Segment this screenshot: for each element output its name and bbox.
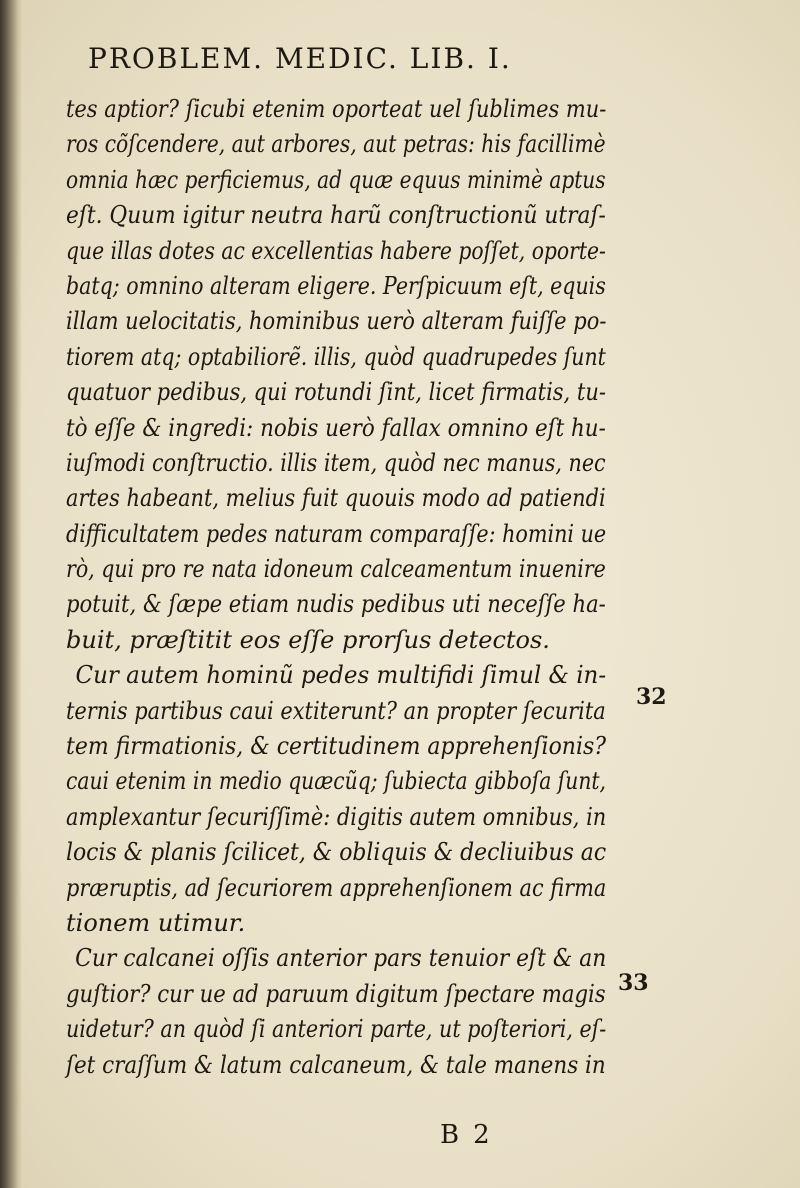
text-line: caui etenim in medio quæcũq; ſubiecta gibboſa ſunt,: [66, 767, 606, 796]
text-line: guſtior? cur ue ad paruum digitum ſpectare magis: [66, 979, 606, 1008]
paragraph-3: [66, 941, 606, 1083]
text-line: ſet craſſum & latum calcaneum, & tale manens in: [66, 1050, 606, 1079]
paragraph-2: [66, 658, 606, 941]
text-line: buit, præſtitit eos eſſe prorſus detectos.: [66, 625, 550, 654]
margin-problem-number-33: 33: [618, 970, 649, 996]
text-line: locis & planis ſcilicet, & obliquis & decliuibus ac: [66, 838, 607, 867]
text-line: tem firmationis, & certitudinem apprehenſionis?: [66, 732, 607, 761]
text-line: omnia hæc perficiemus, ad quæ equus minimè aptus: [66, 165, 606, 194]
margin-problem-number-32: 32: [636, 684, 667, 710]
running-header: PROBLEM. MEDIC. LIB. I.: [88, 42, 512, 75]
text-line: præruptis, ad ſecuriorem apprehenſionem ac firma: [66, 873, 607, 902]
text-line: iuſmodi conſtructio. illis item, quòd nec manus, nec: [66, 448, 606, 477]
signature-number: 2: [473, 1120, 504, 1150]
text-line: tes aptior? ſicubi etenim oporteat uel ſublimes mu-: [66, 95, 607, 123]
text-line: uidetur? an quòd ſi anteriori parte, ut poſteriori, eſ-: [66, 1015, 607, 1044]
binding-gutter: [0, 0, 22, 1188]
text-line: Cur calcanei oſſis anterior pars tenuior eſt & an: [75, 944, 607, 973]
text-line: amplexantur ſecuriſſimè: digitis autem omnibus, in: [66, 802, 607, 831]
text-line: que illas dotes ac excellentias habere poſſet, oporte-: [66, 236, 606, 265]
text-line: Cur autem hominũ pedes multifidi ſimul & in-: [75, 661, 607, 690]
text-line: rò, qui pro re nata idoneum calceamentum inuenire: [66, 555, 606, 584]
page-body: [66, 92, 606, 1083]
signature-mark: [440, 1120, 504, 1150]
text-line: potuit, & ſæpe etiam nudis pedibus uti neceſſe ha-: [66, 590, 606, 619]
text-line: ternis partibus caui extiterunt? an propter ſecurita: [66, 696, 606, 725]
text-line: artes habeant, melius fuit quouis modo ad patiendi: [66, 484, 606, 513]
paragraph-1: [66, 92, 606, 658]
text-line: tò eſſe & ingredi: nobis uerò fallax omnino eſt hu-: [66, 413, 606, 442]
text-line: illam uelocitatis, hominibus uerò alteram fuiſſe po-: [66, 307, 607, 336]
signature-letter: B: [440, 1120, 474, 1150]
text-line: difficultatem pedes naturam comparaſſe: homini ue: [66, 519, 607, 548]
text-line: tionem utimur.: [66, 908, 246, 937]
text-line: eſt. Quum igitur neutra harũ conſtructionũ utraſ-: [66, 201, 606, 230]
text-line: ros cõſcendere, aut arbores, aut petras: his facillimè: [66, 130, 606, 159]
text-line: quatuor pedibus, qui rotundi ſint, licet firmatis, tu-: [66, 378, 606, 407]
text-line: batq; omnino alteram eligere. Perſpicuum eſt, equis: [66, 271, 606, 300]
text-line: tiorem atq; optabiliorẽ. illis, quòd quadrupedes ſunt: [66, 342, 606, 371]
